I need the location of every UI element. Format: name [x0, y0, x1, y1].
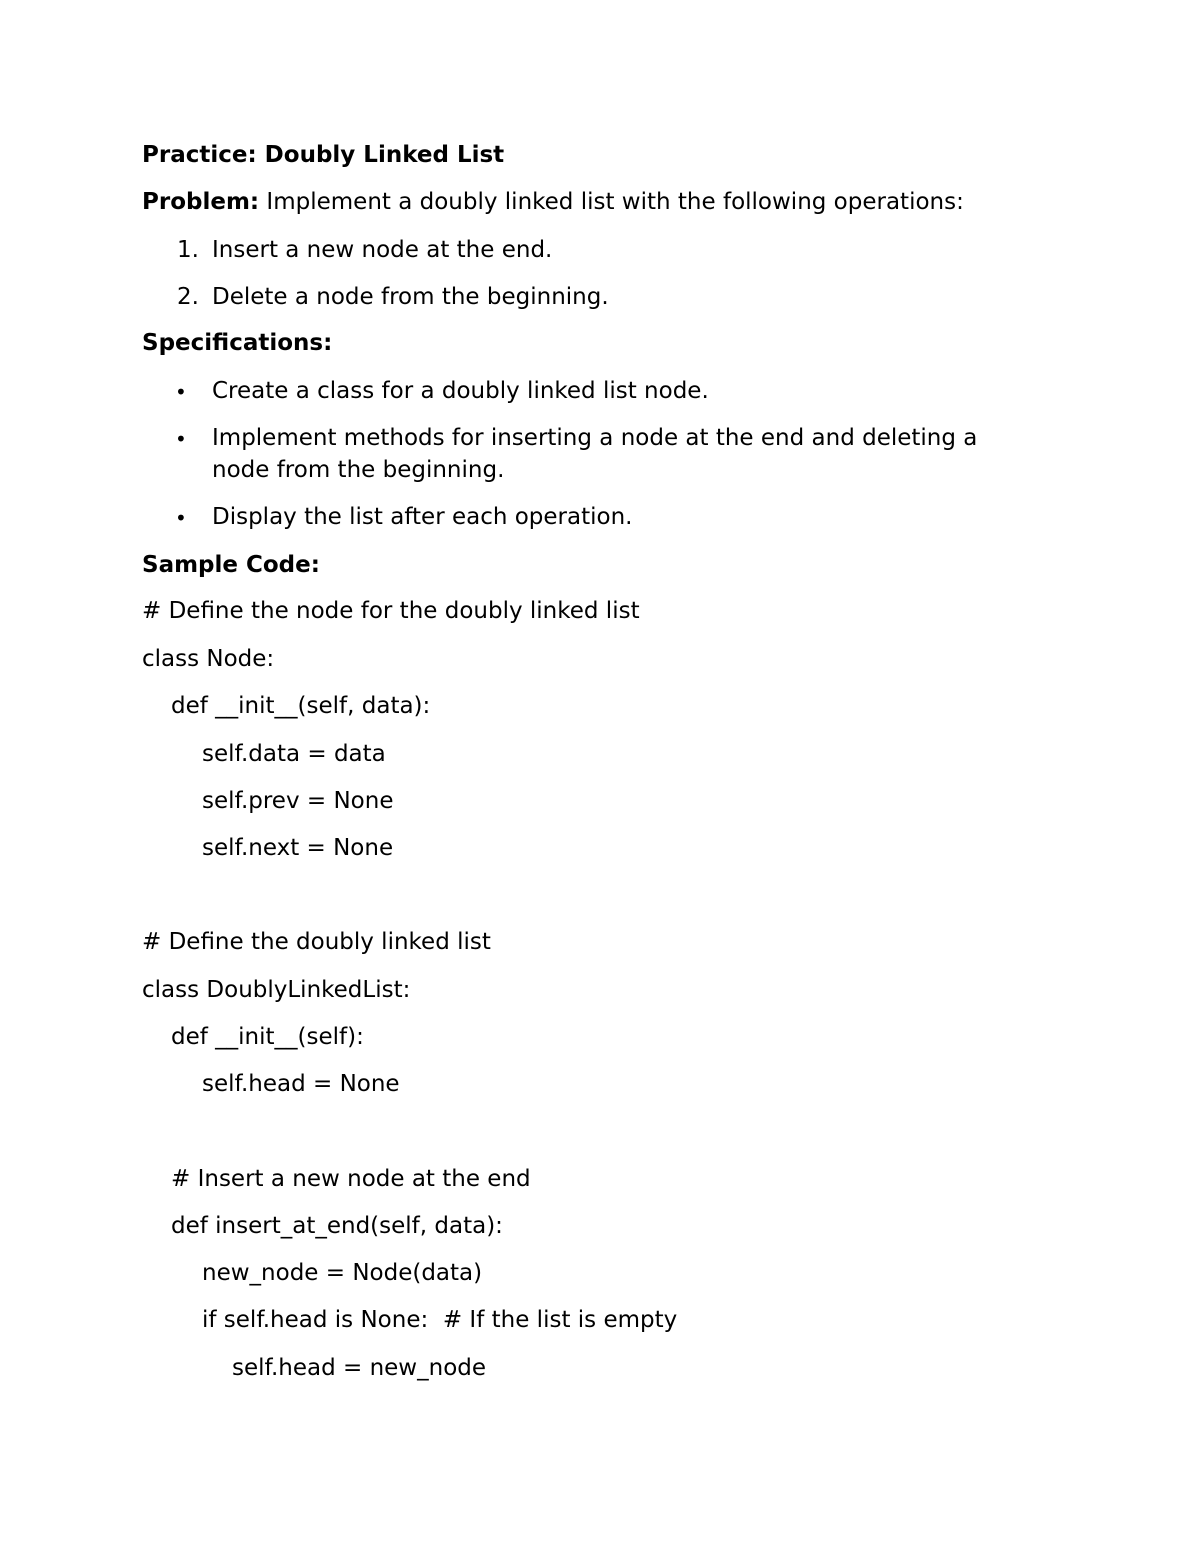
code-line: # Define the doubly linked list — [142, 929, 491, 955]
sample-code-heading: Sample Code: — [142, 552, 320, 578]
operation-number: 1. — [177, 237, 199, 263]
operation-item: Delete a node from the beginning. — [212, 284, 609, 310]
code-line: class DoublyLinkedList: — [142, 977, 411, 1003]
code-line: def __init__(self, data): — [171, 693, 431, 719]
operation-number: 2. — [177, 284, 199, 310]
code-line: self.prev = None — [202, 788, 394, 814]
code-line: class Node: — [142, 646, 275, 672]
specifications-heading: Specifications: — [142, 330, 333, 356]
problem-statement — [142, 188, 964, 216]
bullet-icon: • — [175, 427, 187, 451]
spec-item: Display the list after each operation. — [212, 504, 633, 530]
code-line: self.head = None — [202, 1071, 400, 1097]
code-line: self.data = data — [202, 741, 386, 767]
operation-item: Insert a new node at the end. — [212, 237, 553, 263]
bullet-icon: • — [175, 380, 187, 404]
page-title: Practice: Doubly Linked List — [142, 142, 505, 168]
code-line: self.next = None — [202, 835, 394, 861]
spec-item-continuation: node from the beginning. — [212, 457, 505, 483]
code-line: def __init__(self): — [171, 1024, 364, 1050]
spec-item: Implement methods for inserting a node at the end and deleting a — [212, 425, 978, 451]
code-line: if self.head is None: # If the list is empty — [202, 1307, 678, 1333]
code-line: # Insert a new node at the end — [171, 1166, 531, 1192]
problem-text: Implement a doubly linked list with the following operations: — [259, 189, 964, 215]
code-line: self.head = new_node — [232, 1355, 487, 1381]
code-line: # Define the node for the doubly linked list — [142, 598, 640, 624]
spec-item: Create a class for a doubly linked list node. — [212, 378, 709, 404]
code-line: new_node = Node(data) — [202, 1260, 483, 1286]
problem-label: Problem: — [142, 189, 260, 215]
bullet-icon: • — [175, 506, 187, 530]
code-line: def insert_at_end(self, data): — [171, 1213, 503, 1239]
